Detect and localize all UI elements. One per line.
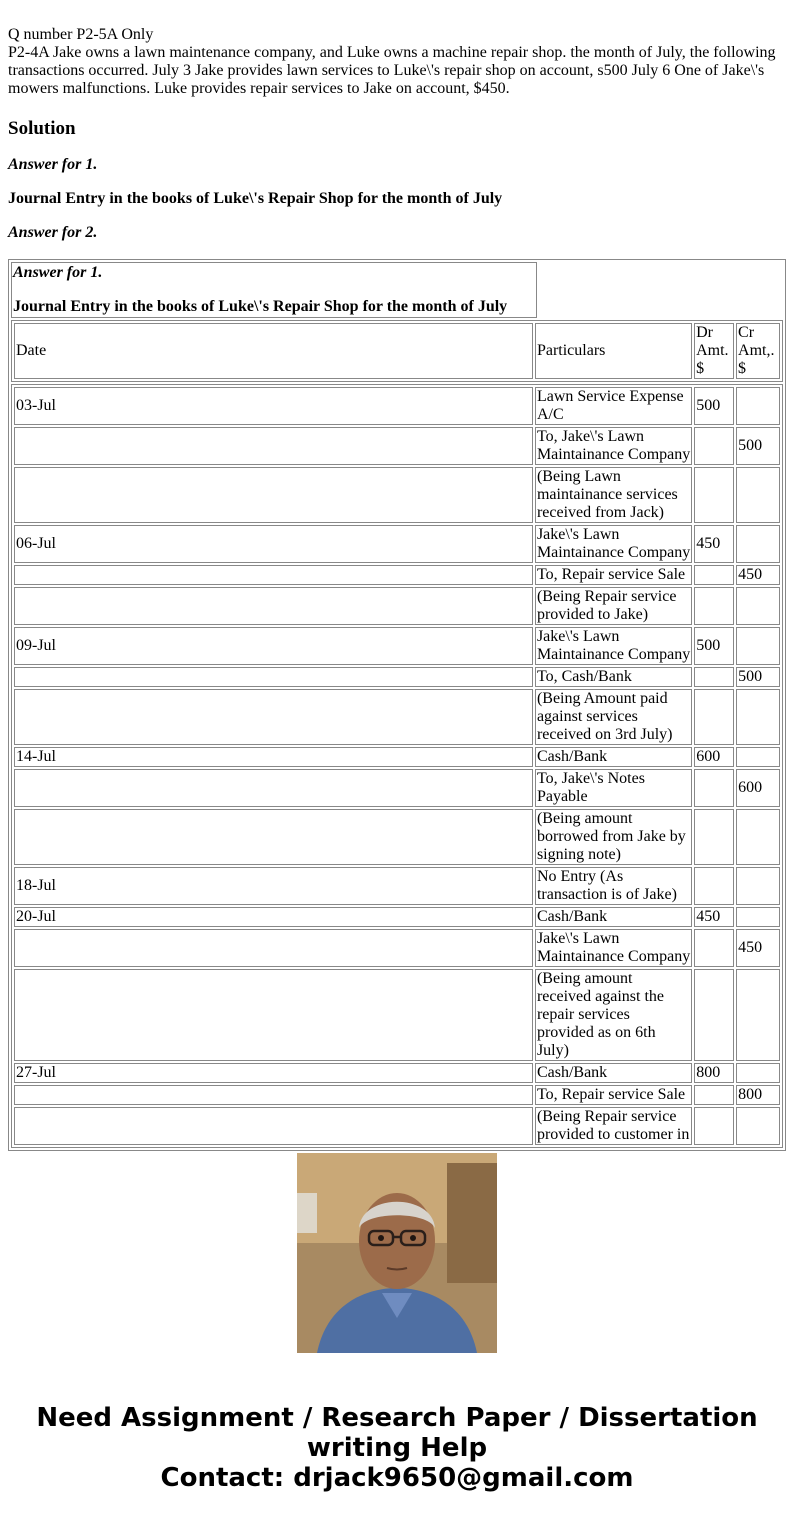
column-header-cr: Cr Amt,. $	[736, 323, 780, 379]
journal-table-container	[8, 259, 786, 1143]
row-particulars: Cash/Bank	[535, 907, 692, 927]
row-cr-amount	[736, 525, 780, 563]
table-row	[14, 427, 780, 465]
row-particulars: Cash/Bank	[535, 1063, 692, 1083]
row-dr-amount	[694, 929, 734, 967]
row-cr-amount	[736, 747, 780, 767]
row-dr-amount: 450	[694, 525, 734, 563]
row-dr-amount	[694, 427, 734, 465]
row-particulars: (Being Amount paid against services received on 3rd July)	[535, 689, 692, 745]
row-cr-amount: 450	[736, 565, 780, 585]
row-particulars: No Entry (As transaction is of Jake)	[535, 867, 692, 905]
row-particulars: To, Jake\'s Lawn Maintainance Company	[535, 427, 692, 465]
row-particulars: To, Jake\'s Notes Payable	[535, 769, 692, 807]
table-row	[14, 809, 780, 865]
row-cr-amount	[736, 587, 780, 625]
row-date	[14, 667, 533, 687]
row-date	[14, 1107, 533, 1145]
row-dr-amount: 800	[694, 1063, 734, 1083]
table-answer-label: Answer for 1.	[13, 264, 103, 281]
row-date: 27-Jul	[14, 1063, 533, 1083]
row-cr-amount	[736, 689, 780, 745]
avatar	[297, 1153, 497, 1353]
row-particulars: (Being amount borrowed from Jake by signing note)	[535, 809, 692, 865]
row-particulars: Jake\'s Lawn Maintainance Company	[535, 627, 692, 665]
row-cr-amount: 450	[736, 929, 780, 967]
table-journal-heading: Journal Entry in the books of Luke\'s Repair Shop for the month of July	[13, 298, 508, 315]
question-title: Q number P2-5A Only	[8, 26, 154, 43]
row-cr-amount	[736, 1107, 780, 1145]
table-row	[14, 667, 780, 687]
row-date	[14, 427, 533, 465]
row-dr-amount	[694, 1107, 734, 1145]
row-particulars: Lawn Service Expense A/C	[535, 387, 692, 425]
row-dr-amount	[694, 769, 734, 807]
row-date: 18-Jul	[14, 867, 533, 905]
row-dr-amount	[694, 969, 734, 1061]
row-dr-amount	[694, 587, 734, 625]
row-particulars: (Being Lawn maintainance services received from Jack)	[535, 467, 692, 523]
row-date	[14, 929, 533, 967]
row-cr-amount	[736, 867, 780, 905]
journal-heading: Journal Entry in the books of Luke\'s Repair Shop for the month of July	[8, 190, 503, 207]
row-cr-amount: 800	[736, 1085, 780, 1105]
table-row	[14, 907, 780, 927]
row-dr-amount: 450	[694, 907, 734, 927]
row-particulars: Cash/Bank	[535, 747, 692, 767]
column-header-table	[11, 320, 783, 382]
table-row	[14, 747, 780, 767]
row-cr-amount	[736, 907, 780, 927]
table-row	[14, 769, 780, 807]
row-date: 09-Jul	[14, 627, 533, 665]
person-portrait-image	[297, 1153, 497, 1353]
row-date: 20-Jul	[14, 907, 533, 927]
table-row	[14, 627, 780, 665]
table-row	[14, 387, 780, 425]
row-date	[14, 587, 533, 625]
table-header-cell	[11, 262, 537, 318]
row-particulars: (Being Repair service provided to customer in	[535, 1107, 692, 1145]
row-dr-amount	[694, 1085, 734, 1105]
row-dr-amount	[694, 667, 734, 687]
row-cr-amount	[736, 387, 780, 425]
row-dr-amount	[694, 867, 734, 905]
table-row	[14, 969, 780, 1061]
promo-contact: Contact: drjack9650@gmail.com	[160, 1463, 634, 1493]
row-particulars: To, Repair service Sale	[535, 565, 692, 585]
row-particulars: (Being Repair service provided to Jake)	[535, 587, 692, 625]
answer-2-label: Answer for 2.	[8, 224, 98, 241]
table-row	[14, 525, 780, 563]
row-date	[14, 809, 533, 865]
question-text: P2-4A Jake owns a lawn maintenance company, and Luke owns a machine repair shop. the month of July, the following transactions occurred. July 3 Jake provides lawn services to Luke\'s repair shop on account, s500 July 6 One of Jake\'s mowers malfunctions. Luke provides repair services to Jake on account, $450.	[8, 44, 776, 97]
column-header-particulars: Particulars	[535, 323, 692, 379]
row-particulars: To, Cash/Bank	[535, 667, 692, 687]
row-dr-amount	[694, 565, 734, 585]
row-cr-amount: 500	[736, 667, 780, 687]
column-header-date: Date	[14, 323, 533, 379]
row-dr-amount	[694, 467, 734, 523]
row-cr-amount: 600	[736, 769, 780, 807]
promo-banner	[0, 1403, 794, 1493]
table-row	[14, 467, 780, 523]
row-particulars: (Being amount received against the repair services provided as on 6th July)	[535, 969, 692, 1061]
row-date	[14, 689, 533, 745]
row-particulars: Jake\'s Lawn Maintainance Company	[535, 525, 692, 563]
row-cr-amount	[736, 809, 780, 865]
row-dr-amount: 500	[694, 387, 734, 425]
question-section	[0, 0, 794, 242]
row-date	[14, 969, 533, 1061]
journal-rows-table	[11, 384, 783, 1148]
row-date	[14, 1085, 533, 1105]
row-date: 14-Jul	[14, 747, 533, 767]
row-cr-amount: 500	[736, 427, 780, 465]
row-dr-amount: 600	[694, 747, 734, 767]
row-date: 03-Jul	[14, 387, 533, 425]
row-particulars: Jake\'s Lawn Maintainance Company	[535, 929, 692, 967]
table-row	[14, 1063, 780, 1083]
solution-heading: Solution	[8, 118, 76, 139]
row-cr-amount	[736, 467, 780, 523]
answer-1-label: Answer for 1.	[8, 156, 98, 173]
table-row	[14, 1085, 780, 1105]
row-cr-amount	[736, 1063, 780, 1083]
row-cr-amount	[736, 969, 780, 1061]
row-date	[14, 565, 533, 585]
table-row	[14, 867, 780, 905]
row-dr-amount: 500	[694, 627, 734, 665]
row-cr-amount	[736, 627, 780, 665]
table-row	[14, 929, 780, 967]
column-header-dr: Dr Amt. $	[694, 323, 734, 379]
row-dr-amount	[694, 689, 734, 745]
row-date: 06-Jul	[14, 525, 533, 563]
table-row	[14, 1107, 780, 1145]
row-particulars: To, Repair service Sale	[535, 1085, 692, 1105]
row-date	[14, 769, 533, 807]
row-dr-amount	[694, 809, 734, 865]
journal-outer-table	[8, 259, 786, 1151]
table-row	[14, 689, 780, 745]
table-row	[14, 587, 780, 625]
table-row	[14, 565, 780, 585]
row-date	[14, 467, 533, 523]
promo-line-1: Need Assignment / Research Paper / Dissertation writing Help	[36, 1403, 758, 1463]
